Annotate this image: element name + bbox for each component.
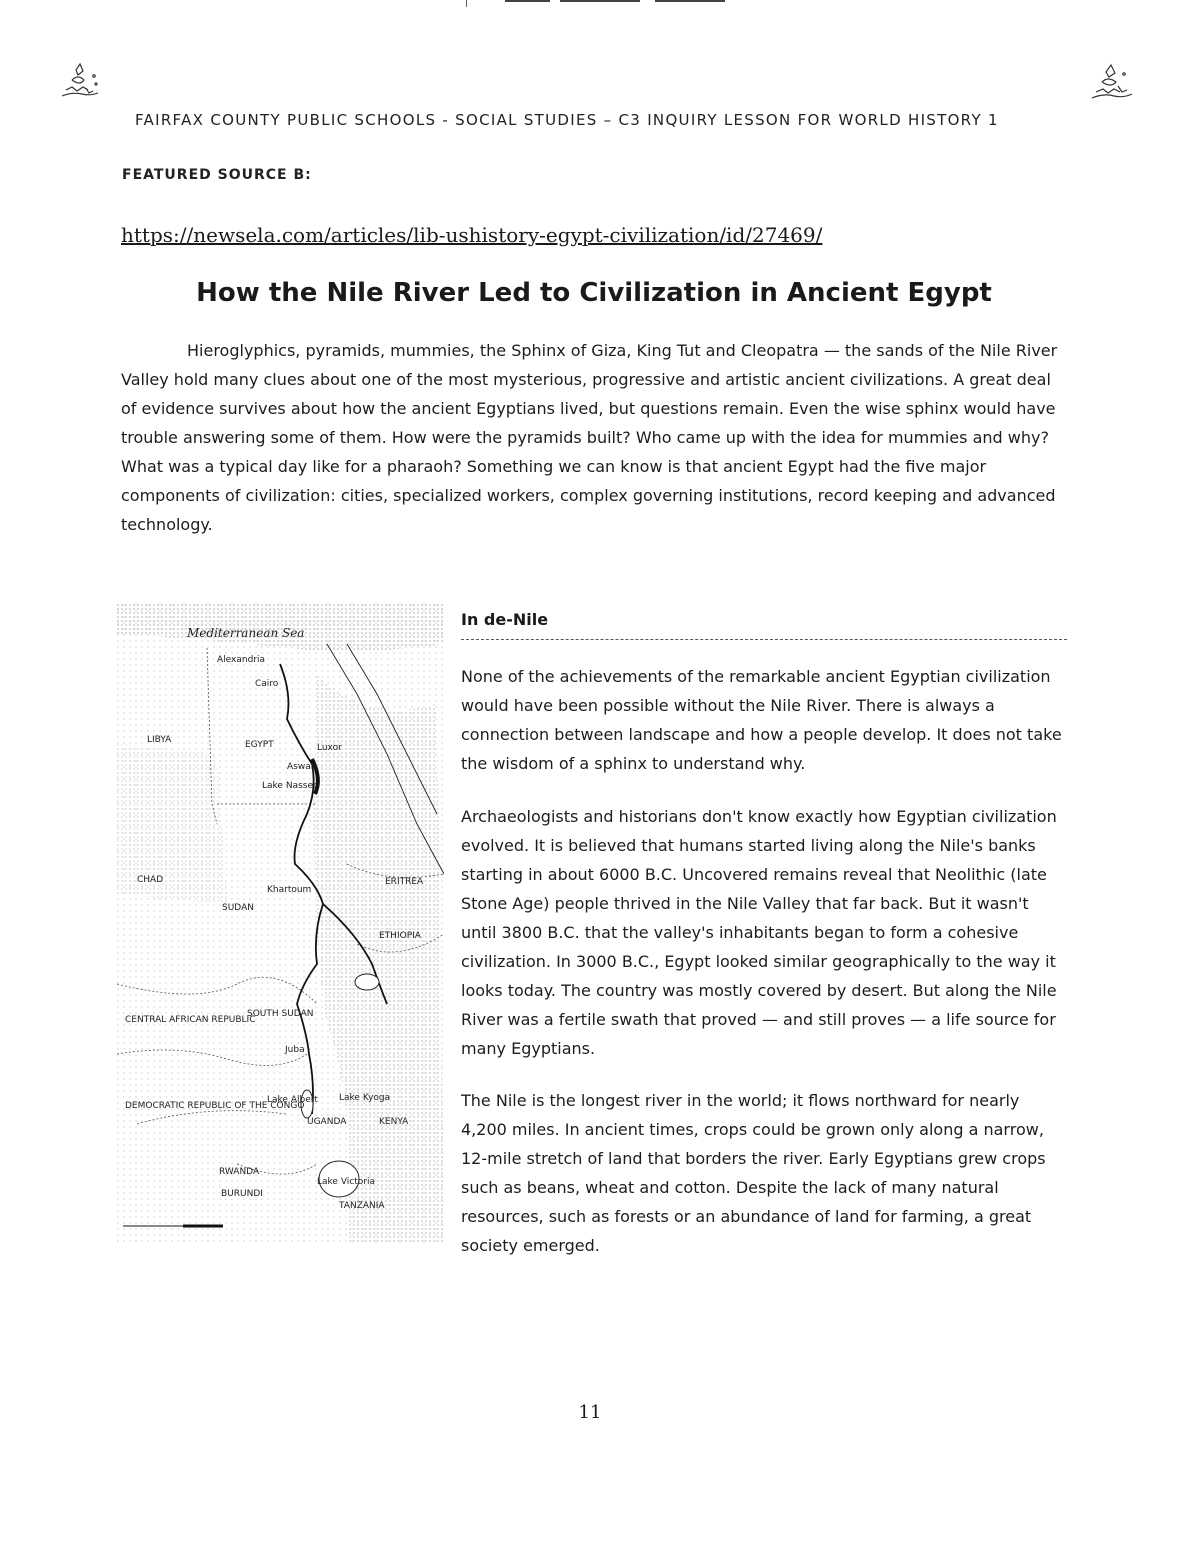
scan-artifact-top [505,0,725,3]
article-title: How the Nile River Led to Civilization in Ancient Egypt [196,278,992,308]
map-label-lake-kyoga: Lake Kyoga [339,1093,391,1103]
map-label-cairo: Cairo [255,679,279,689]
map-label-khartoum: Khartoum [267,885,312,895]
map-label-sudan: SUDAN [222,903,254,913]
map-label-rwanda: RWANDA [219,1167,260,1177]
map-label-south-sudan: SOUTH SUDAN [247,1009,314,1019]
map-label-libya: LIBYA [147,735,172,745]
map-label-aswan: Aswan [287,762,317,772]
scan-artifact-tick [466,0,467,7]
fcps-logo-icon [1088,62,1136,104]
map-label-kenya: KENYA [379,1117,409,1127]
map-label-alexandria: Alexandria [217,655,266,665]
body-paragraph: Archaeologists and historians don't know exactly how Egyptian civilization evolved. It is believed that humans started living along the Nile's banks starting in about 6000 B.C. Uncovered remains reveal that Neolithic (late Stone Age) people thrived in the Nile Valley that far back. But it wasn't until 3800 B.C. that the valley's inhabitants began to form a cohesive civilization. In 3000 B.C., Egypt looked similar geographically to the way it looks today. The country was mostly covered by desert. But along the Nile River was a fertile swath that proved — and still proves — a life source for many Egyptians. [461,807,1057,1058]
map-label-lake-nasser: Lake Nasser [262,781,317,791]
map-label-egypt: EGYPT [245,740,274,750]
fcps-logo-icon [56,62,104,104]
map-sea-label: Mediterranean Sea [187,626,305,640]
map-label-car: CENTRAL AFRICAN REPUBLIC [125,1015,256,1025]
nile-map [117,604,444,1244]
map-label-eritrea: ERITREA [385,877,424,887]
map-label-luxor: Luxor [317,743,342,753]
section-heading: In de-Nile [461,610,549,629]
map-label-chad: CHAD [137,875,164,885]
lake-tana-shape [355,974,379,990]
map-label-tanzania: TANZANIA [339,1201,385,1211]
map-label-drc: DEMOCRATIC REPUBLIC OF THE CONGO [125,1101,305,1111]
map-label-juba: Juba [285,1045,305,1055]
map-label-burundi: BURUNDI [221,1189,263,1199]
featured-source-label: FEATURED SOURCE B: [122,167,312,183]
body-paragraph: The Nile is the longest river in the world; it flows northward for nearly 4,200 miles. In ancient times, crops could be grown only along a narrow, 12-mile stretch of land that borders the river. Early Egyptians grew crops such as beans, wheat and cotton. Despite the lack of many natural resources, such as forests or an abundance of land for farming, a great society emerged. [461,1091,1046,1255]
map-label-uganda: UGANDA [307,1117,347,1127]
map-label-ethiopia: ETHIOPIA [379,931,421,941]
section-divider [461,639,1067,640]
source-link[interactable]: https://newsela.com/articles/lib-ushistory-egypt-civilization/id/27469/ [121,223,823,247]
map-label-lake-victoria: Lake Victoria [317,1177,375,1187]
running-head: FAIRFAX COUNTY PUBLIC SCHOOLS - SOCIAL STUDIES – C3 INQUIRY LESSON FOR WORLD HISTORY 1 [135,111,999,129]
article-section [461,604,1071,1255]
page-number: 11 [578,1402,602,1423]
intro-paragraph: Hieroglyphics, pyramids, mummies, the Sphinx of Giza, King Tut and Cleopatra — the sands of the Nile River Valley hold many clues about one of the most mysterious, progressive and artistic ancient civilizations. A great deal of evidence survives about how the ancient Egyptians lived, but questions remain. Even the wise sphinx would have trouble answering some of them. How were the pyramids built? Who came up with the idea for mummies and why? What was a typical day like for a pharaoh? Something we can know is that ancient Egypt had the five major components of civilization: cities, specialized workers, complex governing institutions, record keeping and advanced technology. [121,341,1058,534]
body-paragraph: None of the achievements of the remarkable ancient Egyptian civilization would have been possible without the Nile River. There is always a connection between landscape and how a people develop. It does not take the wisdom of a sphinx to understand why. [461,667,1062,773]
map-label-lake-albert: Lake Albert [267,1095,318,1105]
